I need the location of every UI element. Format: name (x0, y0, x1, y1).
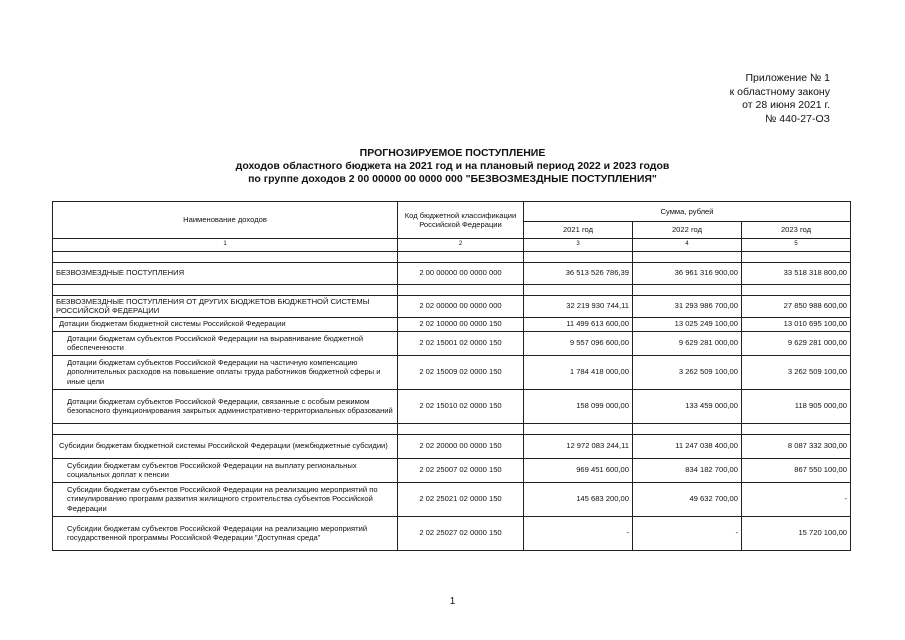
column-index: 1 (53, 239, 398, 252)
row-2021: 11 499 613 600,00 (524, 317, 633, 331)
row-2021: 32 219 930 744,11 (524, 295, 633, 317)
row-code: 2 00 00000 00 0000 000 (398, 262, 524, 284)
row-2021: 969 451 600,00 (524, 458, 633, 482)
appendix-block (690, 72, 830, 126)
row-2022: 13 025 249 100,00 (633, 317, 742, 331)
appendix-line: Приложение № 1 (745, 72, 830, 84)
row-2022: 36 961 316 900,00 (633, 262, 742, 284)
header-year-2022: 2022 год (633, 222, 742, 239)
row-name: Субсидии бюджетам бюджетной системы Российской Федерации (межбюджетные субсидии) (53, 434, 398, 458)
header-code: Код бюджетной классификации Российской Федерации (398, 202, 524, 239)
row-2021: 36 513 526 786,39 (524, 262, 633, 284)
row-code: 2 02 10000 00 0000 150 (398, 317, 524, 331)
header-year-2023: 2023 год (742, 222, 851, 239)
row-2022: 133 459 000,00 (633, 389, 742, 423)
row-name: БЕЗВОЗМЕЗДНЫЕ ПОСТУПЛЕНИЯ ОТ ДРУГИХ БЮДЖЕТОВ БЮДЖЕТНОЙ СИСТЕМЫ РОССИЙСКОЙ ФЕДЕРАЦИИ (53, 295, 398, 317)
table-row (53, 458, 851, 482)
row-code: 2 02 15009 02 0000 150 (398, 355, 524, 389)
row-2022: 11 247 038 400,00 (633, 434, 742, 458)
table-row (53, 331, 851, 355)
column-index: 3 (524, 239, 633, 252)
table-row (53, 295, 851, 317)
row-name: Дотации бюджетам субъектов Российской Федерации на выравнивание бюджетной обеспеченности (53, 331, 398, 355)
row-2022: 49 632 700,00 (633, 482, 742, 516)
table-row (53, 434, 851, 458)
row-2022: 9 629 281 000,00 (633, 331, 742, 355)
row-2023: 118 905 000,00 (742, 389, 851, 423)
appendix-line: к областному закону (729, 85, 830, 98)
header-year-2021: 2021 год (524, 222, 633, 239)
row-name: Дотации бюджетам бюджетной системы Российской Федерации (53, 317, 398, 331)
row-2021: 12 972 083 244,11 (524, 434, 633, 458)
row-2023: 9 629 281 000,00 (742, 331, 851, 355)
column-index: 2 (398, 239, 524, 252)
spacer-row (53, 251, 851, 262)
row-2023: - (742, 482, 851, 516)
row-2022: 31 293 986 700,00 (633, 295, 742, 317)
row-2021: 145 683 200,00 (524, 482, 633, 516)
row-name: Дотации бюджетам субъектов Российской Федерации на частичную компенсацию дополнительных расходов на повышение оплаты труда работников бюджетной сферы и иные цели (53, 355, 398, 389)
row-name: Субсидии бюджетам субъектов Российской Федерации на выплату региональных социальных доплат к пенсии (53, 458, 398, 482)
row-code: 2 02 20000 00 0000 150 (398, 434, 524, 458)
column-index-row (53, 239, 851, 252)
title-line: ПРОГНОЗИРУЕМОЕ ПОСТУПЛЕНИЕ (359, 147, 546, 159)
table-row (53, 262, 851, 284)
document-title (0, 147, 905, 186)
table-row (53, 317, 851, 331)
column-index: 4 (633, 239, 742, 252)
row-2021: 9 557 096 600,00 (524, 331, 633, 355)
revenue-table (52, 201, 851, 551)
row-name: Дотации бюджетам субъектов Российской Федерации, связанные с особым режимом безопасного функционирования закрытых административно-территориальных образований (53, 389, 398, 423)
spacer-row (53, 423, 851, 434)
row-2021: 158 099 000,00 (524, 389, 633, 423)
row-name: Субсидии бюджетам субъектов Российской Федерации на реализацию мероприятий по стимулированию программ развития жилищного строительства субъектов Российской Федерации (53, 482, 398, 516)
row-2023: 15 720 100,00 (742, 516, 851, 550)
row-2021: 1 784 418 000,00 (524, 355, 633, 389)
title-line: по группе доходов 2 00 00000 00 0000 000 "БЕЗВОЗМЕЗДНЫЕ ПОСТУПЛЕНИЯ" (248, 173, 657, 185)
table-row (53, 389, 851, 423)
row-2023: 33 518 318 800,00 (742, 262, 851, 284)
title-line: доходов областного бюджета на 2021 год и на плановый период 2022 и 2023 годов (235, 160, 670, 172)
table-row (53, 355, 851, 389)
table-row (53, 482, 851, 516)
row-code: 2 02 15010 02 0000 150 (398, 389, 524, 423)
row-code: 2 02 00000 00 0000 000 (398, 295, 524, 317)
row-2022: 3 262 509 100,00 (633, 355, 742, 389)
row-code: 2 02 25021 02 0000 150 (398, 482, 524, 516)
row-2023: 8 087 332 300,00 (742, 434, 851, 458)
row-2022: 834 182 700,00 (633, 458, 742, 482)
row-name: Субсидии бюджетам субъектов Российской Федерации на реализацию мероприятий государственной программы Российской Федерации "Доступная среда" (53, 516, 398, 550)
row-2023: 867 550 100,00 (742, 458, 851, 482)
row-code: 2 02 25007 02 0000 150 (398, 458, 524, 482)
row-code: 2 02 25027 02 0000 150 (398, 516, 524, 550)
row-2023: 27 850 988 600,00 (742, 295, 851, 317)
spacer-row (53, 284, 851, 295)
row-name: БЕЗВОЗМЕЗДНЫЕ ПОСТУПЛЕНИЯ (53, 262, 398, 284)
header-name: Наименование доходов (53, 202, 398, 239)
header-sum: Сумма, рублей (524, 202, 851, 222)
appendix-line: № 440-27-ОЗ (765, 112, 830, 125)
column-index: 5 (742, 239, 851, 252)
row-2023: 13 010 695 100,00 (742, 317, 851, 331)
row-2023: 3 262 509 100,00 (742, 355, 851, 389)
row-2022: - (633, 516, 742, 550)
page-number: 1 (449, 596, 456, 607)
table-row (53, 516, 851, 550)
row-2021: - (524, 516, 633, 550)
appendix-line: от 28 июня 2021 г. (742, 99, 830, 111)
row-code: 2 02 15001 02 0000 150 (398, 331, 524, 355)
